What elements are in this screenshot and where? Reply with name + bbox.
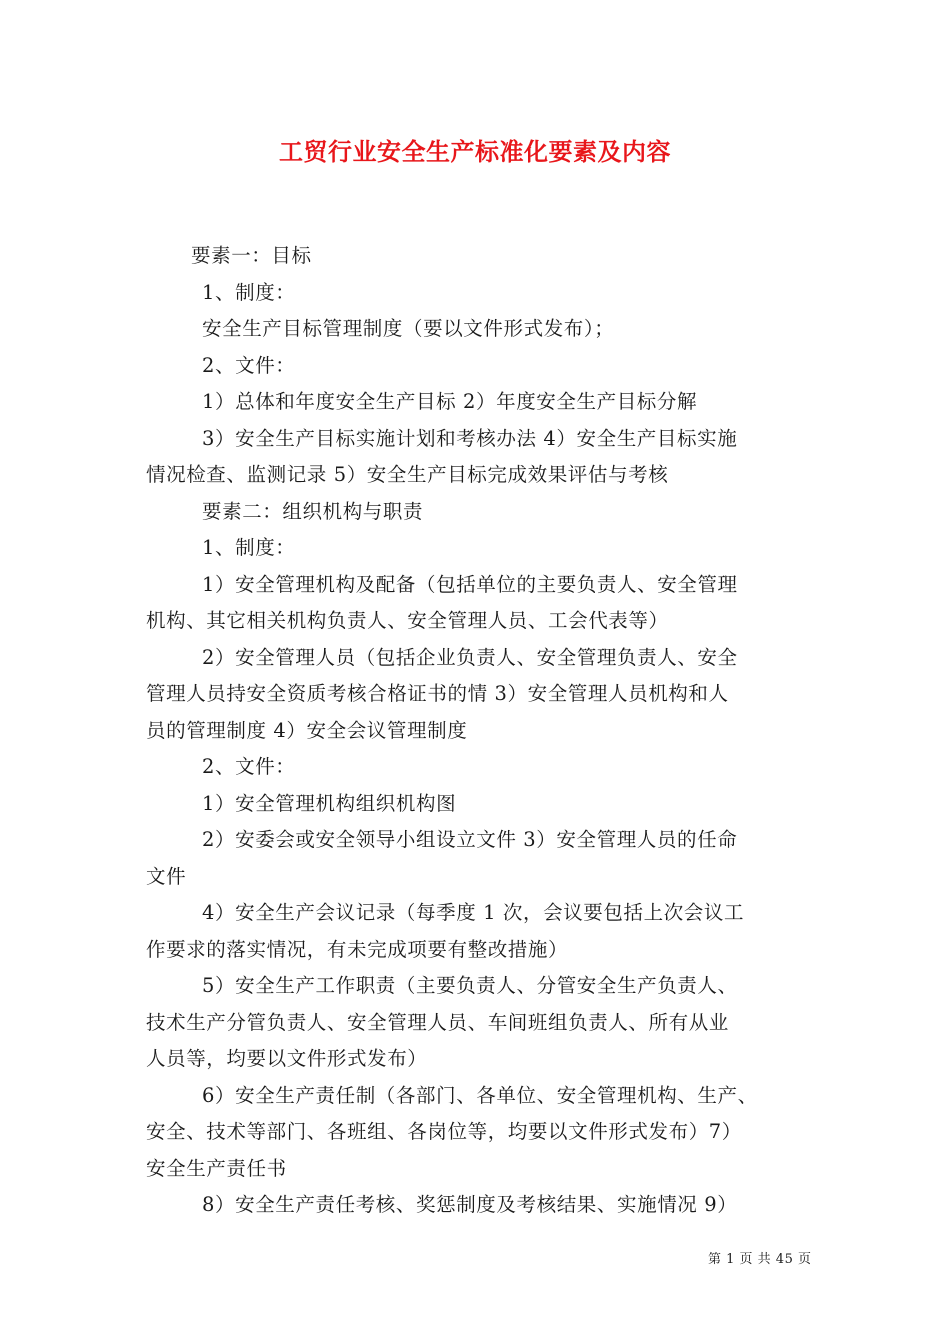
- paragraph-line: 管理人员持安全资质考核合格证书的情 3）安全管理人员机构和人: [146, 682, 729, 705]
- paragraph-line: 3）安全生产目标实施计划和考核办法 4）安全生产目标实施: [202, 426, 738, 450]
- paragraph-line: 情况检查、监测记录 5）安全生产目标完成效果评估与考核: [146, 463, 669, 486]
- document-body: [146, 238, 822, 1224]
- subheading: 1、制度：: [202, 536, 296, 559]
- subheading: 2、文件：: [202, 755, 296, 778]
- document-title: 工贸行业安全生产标准化要素及内容: [279, 137, 671, 166]
- paragraph-line: 文件: [146, 864, 187, 888]
- section-heading: 要素二：组织机构与职责: [202, 499, 424, 523]
- page-number-footer: 第 1 页 共 45 页: [708, 1252, 812, 1267]
- paragraph-line: 作要求的落实情况，有未完成项要有整改措施）: [146, 937, 569, 961]
- paragraph-line: 1）安全管理机构组织机构图: [202, 791, 457, 815]
- paragraph-line: 2）安全管理人员（包括企业负责人、安全管理负责人、安全: [202, 645, 738, 669]
- paragraph-line: 1）总体和年度安全生产目标 2）年度安全生产目标分解: [202, 390, 698, 413]
- paragraph-line: 技术生产分管负责人、安全管理人员、车间班组负责人、所有从业: [146, 1010, 729, 1034]
- paragraph-line: 6）安全生产责任制（各部门、各单位、安全管理机构、生产、: [202, 1083, 758, 1107]
- paragraph-line: 员的管理制度 4）安全会议管理制度: [146, 718, 468, 742]
- paragraph-line: 8）安全生产责任考核、奖惩制度及考核结果、实施情况 9）: [202, 1193, 738, 1216]
- subheading: 2、文件：: [202, 353, 296, 377]
- paragraph-line: 机构、其它相关机构负责人、安全管理人员、工会代表等）: [146, 609, 669, 632]
- subheading: 1、制度：: [202, 280, 296, 304]
- paragraph-line: 人员等，均要以文件形式发布）: [146, 1047, 428, 1070]
- paragraph-line: 安全生产目标管理制度（要以文件形式发布）；: [202, 317, 615, 340]
- paragraph-line: 安全、技术等部门、各班组、各岗位等，均要以文件形式发布）7）: [146, 1120, 742, 1143]
- paragraph-line: 安全生产责任书: [146, 1156, 287, 1180]
- paragraph-line: 1）安全管理机构及配备（包括单位的主要负责人、安全管理: [202, 572, 738, 596]
- section-heading: 要素一：目标: [191, 244, 312, 267]
- paragraph-line: 2）安委会或安全领导小组设立文件 3）安全管理人员的任命: [202, 828, 738, 851]
- paragraph-line: 5）安全生产工作职责（主要负责人、分管安全生产负责人、: [202, 974, 738, 997]
- paragraph-line: 4）安全生产会议记录（每季度 1 次，会议要包括上次会议工: [202, 901, 745, 924]
